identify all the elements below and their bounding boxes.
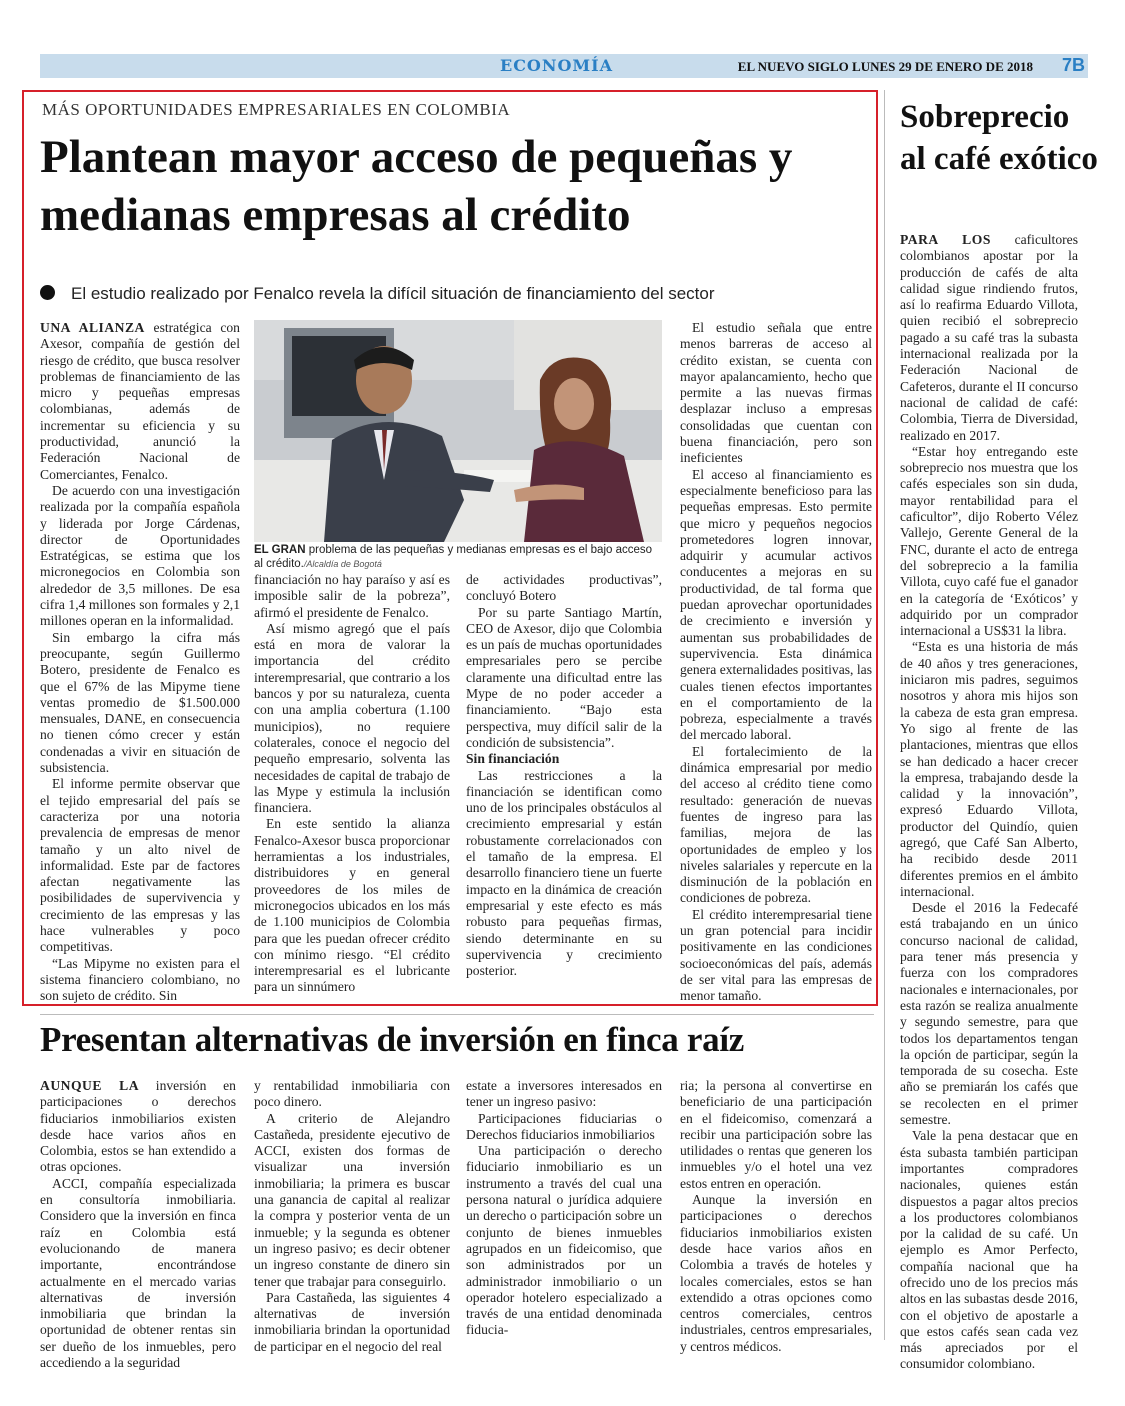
paragraph: Desde el 2016 la Fedecafé está trabajando en un único concurso nacional de calidad, para tener más presencia y fuerza con los compradores nacionales e internacionales, por esta razón se realiza anualmente y segundo semestre, para que todos los departamentos tengan la opción de participar, según la temporada de su cosecha. Este año se premiarán los cafés que se recolecten en el primer semestre.	[900, 900, 1078, 1128]
paragraph: de actividades productivas”, concluyó Botero	[466, 572, 662, 604]
article-kicker: MÁS OPORTUNIDADES EMPRESARIALES EN COLOMBIA	[42, 100, 511, 119]
paragraph: En este sentido la alianza Fenalco-Axesor busca proporcionar herramientas a los industriales, distribuidores y en general proveedores de los miles de micronegocios ubicados en los más de 1.100 municipios de Colombia para que les puedan ofrecer crédito con mínimo riesgo. “El crédito interempresarial es el lubricante para un sinnúmero	[254, 816, 450, 995]
paragraph: El informe permite observar que el tejido empresarial del país se caracteriza por una notoria prevalencia de empresas de menor tamaño y un alto nivel de informalidad. Este par de factores afectan negativamente las posibilidades de supervivencia y crecimiento de las empresas y las hace vulnerables y poco competitivas.	[40, 776, 240, 955]
paragraph: El crédito interempresarial tiene un gran potencial para incidir positivamente en las condiciones socioeconómicas del país, además de ser vital para las empresas de menor tamaño.	[680, 906, 872, 1004]
article-column-3	[466, 572, 662, 990]
lead-word: UNA ALIANZA	[40, 320, 145, 335]
paragraph: PARA LOS caficultores colombianos apostar por la producción de cafés de alta calidad sigue rindiendo frutos, así lo reafirma Eduardo Villota, quien recibió el sobreprecio pagado a su café tras la subasta internacional realizada por la Federación Nacional de Cafeteros, durante el II concurso nacional de calidad de café: Colombia, Tierra de Diversidad, realizado en 2017.	[900, 232, 1078, 443]
lead-word: PARA LOS	[900, 232, 991, 247]
bullet-icon	[40, 285, 55, 300]
paragraph: financiación no hay paraíso y así es imposible salir de la pobreza”, afirmó el presidente de Fenalco.	[254, 572, 450, 620]
paragraph: “Estar hoy entregando este sobreprecio nos muestra que los cafés especiales son sin duda, mayor rentabilidad para el caficultor”, dijo Roberto Vélez Vallejo, Gerente General de la FNC, durante el acto de entrega del sobreprecio a la familia Villota, cuyo café fue el ganador en la categoría de ‘Exóticos’ y adquirido por un comprador internacional a US$31 la libra.	[900, 443, 1078, 639]
paragraph: Una participación o derecho fiduciario inmobiliario es un instrumento a través del cual una persona natural o jurídica adquiere un derecho o participación sobre un conjunto de bienes inmuebles agrupados en un fideicomiso, que son administrados por un administrador inmobiliario o un operador hotelero especializado a través de una entidad denominada fiducia-	[466, 1143, 662, 1338]
second-column-3	[466, 1078, 662, 1348]
sidebar-headline: Sobreprecio al café exótico	[900, 99, 1098, 177]
second-column-2	[254, 1078, 450, 1354]
photo-caption: EL GRAN problema de las pequeñas y medianas empresas es el bajo acceso al crédito./Alcaldía de Bogotá	[254, 544, 653, 570]
paragraph: AUNQUE LA inversión en participaciones o derechos fiduciarios inmobiliarios existen desde hace varios años en Colombia, estos se han extendido a otras opciones.	[40, 1078, 236, 1175]
paragraph: A criterio de Alejandro Castañeda, presidente ejecutivo de ACCI, existen dos formas de visualizar una inversión inmobiliaria; la primera es buscar una ganancia de capital al realizar la compra y posterior venta de un inmueble; y la segunda es obtener un ingreso pasivo; es decir obtener un ingreso constante de dinero sin tener que trabajar para conseguirlo.	[254, 1110, 450, 1289]
photo-credit: /Alcaldía de Bogotá	[303, 559, 382, 569]
article-photo	[254, 320, 662, 542]
subheading: Sin financiación	[466, 751, 560, 767]
article-column-4	[680, 320, 872, 1004]
paragraph: Las restricciones a la financiación se identifican como uno de los principales obstáculos al crecimiento empresarial y están robustamente correlacionados con el tamaño de la empresa. El desarrollo financiero tiene un fuerte impacto en la dinámica de creación empresarial y este efecto es más robusto para pequeñas firmas, siendo determinante en su supervivencia y crecimiento posterior.	[466, 767, 662, 979]
paragraph: ACCI, compañía especializada en consultoría inmobiliaria. Considero que la inversión en finca raíz en Colombia está evolucionando de manera importante, encontrándose actualmente en el mercado varias alternativas de inversión inmobiliaria que brindan la oportunidad de obtener rentas sin ser dueño de los inmuebles, pero accediendo a la seguridad	[40, 1175, 236, 1371]
caption-lead: EL GRAN	[254, 544, 306, 556]
lead-word: AUNQUE LA	[40, 1078, 140, 1093]
section-divider	[40, 1014, 874, 1015]
lead-text: El estudio realizado por Fenalco revela la difícil situación de financiamiento del sector	[71, 284, 715, 303]
section-name: ECONOMÍA	[500, 56, 614, 75]
paragraph: ria; la persona al convertirse en beneficiario de una participación en el fideicomiso, comenzará a recibir una participación sobre las utilidades o rentas que generen los inmuebles y/o el hotel una vez estos entren en operación.	[680, 1078, 872, 1191]
paragraph: “Las Mipyme no existen para el sistema financiero colombiano, no son sujeto de crédito. Sin	[40, 955, 240, 1004]
paragraph: El fortalecimiento de la dinámica empresarial por medio del acceso al crédito tiene como resultado: generación de nuevas fuentes de ingreso para las familias, mejora de las oportunidades de empleo y los niveles salariales y repercute en la disminución de la población en condiciones de pobreza.	[680, 743, 872, 906]
paragraph: Así mismo agregó que el país está en mora de valorar la importancia del crédito interempresarial, que contrario a los bancos y por su naturaleza, cuenta con una amplia cobertura (1.100 municipios), no requiere colaterales, conoce el negocio del pequeño empresario, solventa las necesidades de capital de trabajo de las Mype y estimula la inclusión financiera.	[254, 620, 450, 816]
paragraph: El estudio señala que entre menos barreras de acceso al crédito existan, se cuenta con mayor apalancamiento, hecho que permite a las nuevas firmas desplazar incluso a empresas consolidadas que cuentan con buena financiación, pero son ineficientes	[680, 320, 872, 466]
paragraph: Vale la pena destacar que en ésta subasta también participan importantes compradores nacionales, quienes están dispuestos a pagar altos precios a los productores colombianos por la calidad de su café. Un ejemplo es Amor Perfecto, compañía nacional que ha ofrecido uno de los precios más altos en las subastas desde 2016, con el objetivo de apostarle a que estos cafés sean cada vez más apreciados por el consumidor colombiano.	[900, 1128, 1078, 1372]
paragraph: y rentabilidad inmobiliaria con poco dinero.	[254, 1078, 450, 1110]
paragraph: Participaciones fiduciarias o Derechos fiduciarios inmobiliarios	[466, 1110, 662, 1142]
second-column-1	[40, 1078, 236, 1371]
paragraph: De acuerdo con una investigación realizada por la compañía española y liderada por Jorge Cárdenas, director de Oportunidades Estratégicas, se estima que los micronegocios en Colombia son alrededor de 3,5 millones. De esa cifra 1,4 millones son formales y 2,1 millones operan en la informalidad.	[40, 482, 240, 629]
paragraph: “Esta es una historia de más de 40 años y tres generaciones, iniciaron mis padres, seguimos nosotros y ahora mis hijos son la cabeza de esta gran empresa. Yo sigo al frente de las plantaciones, mientras que ellos se han dedicado a hacer crecer la empresa, trabajando desde la calidad y la innovación”, expresó Eduardo Villota, productor del Quindío, quien agregó, que Café San Alberto, ha recibido desde 2011 diferentes premios en el ámbito internacional.	[900, 639, 1078, 899]
sidebar-article	[900, 232, 1078, 1372]
page-number: 7B	[1061, 55, 1085, 75]
article-column-2	[254, 572, 450, 995]
paper-date: EL NUEVO SIGLO LUNES 29 DE ENERO DE 2018	[737, 59, 1033, 74]
paragraph: Sin embargo la cifra más preocupante, según Guillermo Botero, presidente de Fenalco es que el 67% de las Mipyme tiene ventas promedio de $1.500.000 mensuales, DANE, en consecuencia no tienen cómo crecer y están condenadas a vivir en situación de subsistencia.	[40, 629, 240, 776]
article-headline: Plantean mayor acceso de pequeñas y medianas empresas al crédito	[40, 131, 793, 241]
paragraph: Aunque la inversión en participaciones o derechos fiduciarios inmobiliarios existen desde hace varios años en Colombia a través de hoteles y locales comerciales, estos se han extendido a otras opciones como centros comerciales, centros industriales, centros empresariales, y centros médicos.	[680, 1192, 872, 1354]
paragraph: estate a inversores interesados en tener un ingreso pasivo:	[466, 1078, 662, 1110]
paragraph: El acceso al financiamiento es especialmente beneficioso para las pequeñas empresas. Esto permite que micro y pequeños negocios prometedores logren innovar, adquirir y acumular activos conducentes a mejoras en su productividad, de tal forma que puedan aprovechar oportunidades de crecimiento e inversión y aumentan sus probabilidades de supervivencia. Esta dinámica genera externalidades positivas, las cuales tienen efectos importantes en el comportamiento de la pobreza, especialmente a través del mercado laboral.	[680, 466, 872, 743]
column-divider	[884, 90, 885, 1340]
paragraph: UNA ALIANZA estratégica con Axesor, compañía de gestión del riesgo de crédito, que busca resolver problemas de financiamiento de las micro y pequeñas empresas colombianas, además de incrementar su eficiencia y su productividad, anunció la Federación Nacional de Comerciantes, Fenalco.	[40, 320, 240, 482]
paragraph: Para Castañeda, las siguientes 4 alternativas de inversión inmobiliaria brindan la oportunidad de participar en el negocio del real	[254, 1289, 450, 1354]
second-article-headline: Presentan alternativas de inversión en finca raíz	[40, 1020, 745, 1059]
article-lead	[40, 284, 715, 304]
photo-illustration	[254, 320, 662, 542]
article-column-1	[40, 320, 240, 1004]
paragraph: Por su parte Santiago Martín, CEO de Axesor, dijo que Colombia es un país de muchas oportunidades empresariales pero se percibe claramente una dificultad entre las Mype de no poder acceder a financiamiento. “Bajo esta perspectiva, muy difícil salir de la condición de subsistencia”.	[466, 604, 662, 750]
second-column-4	[680, 1078, 872, 1354]
